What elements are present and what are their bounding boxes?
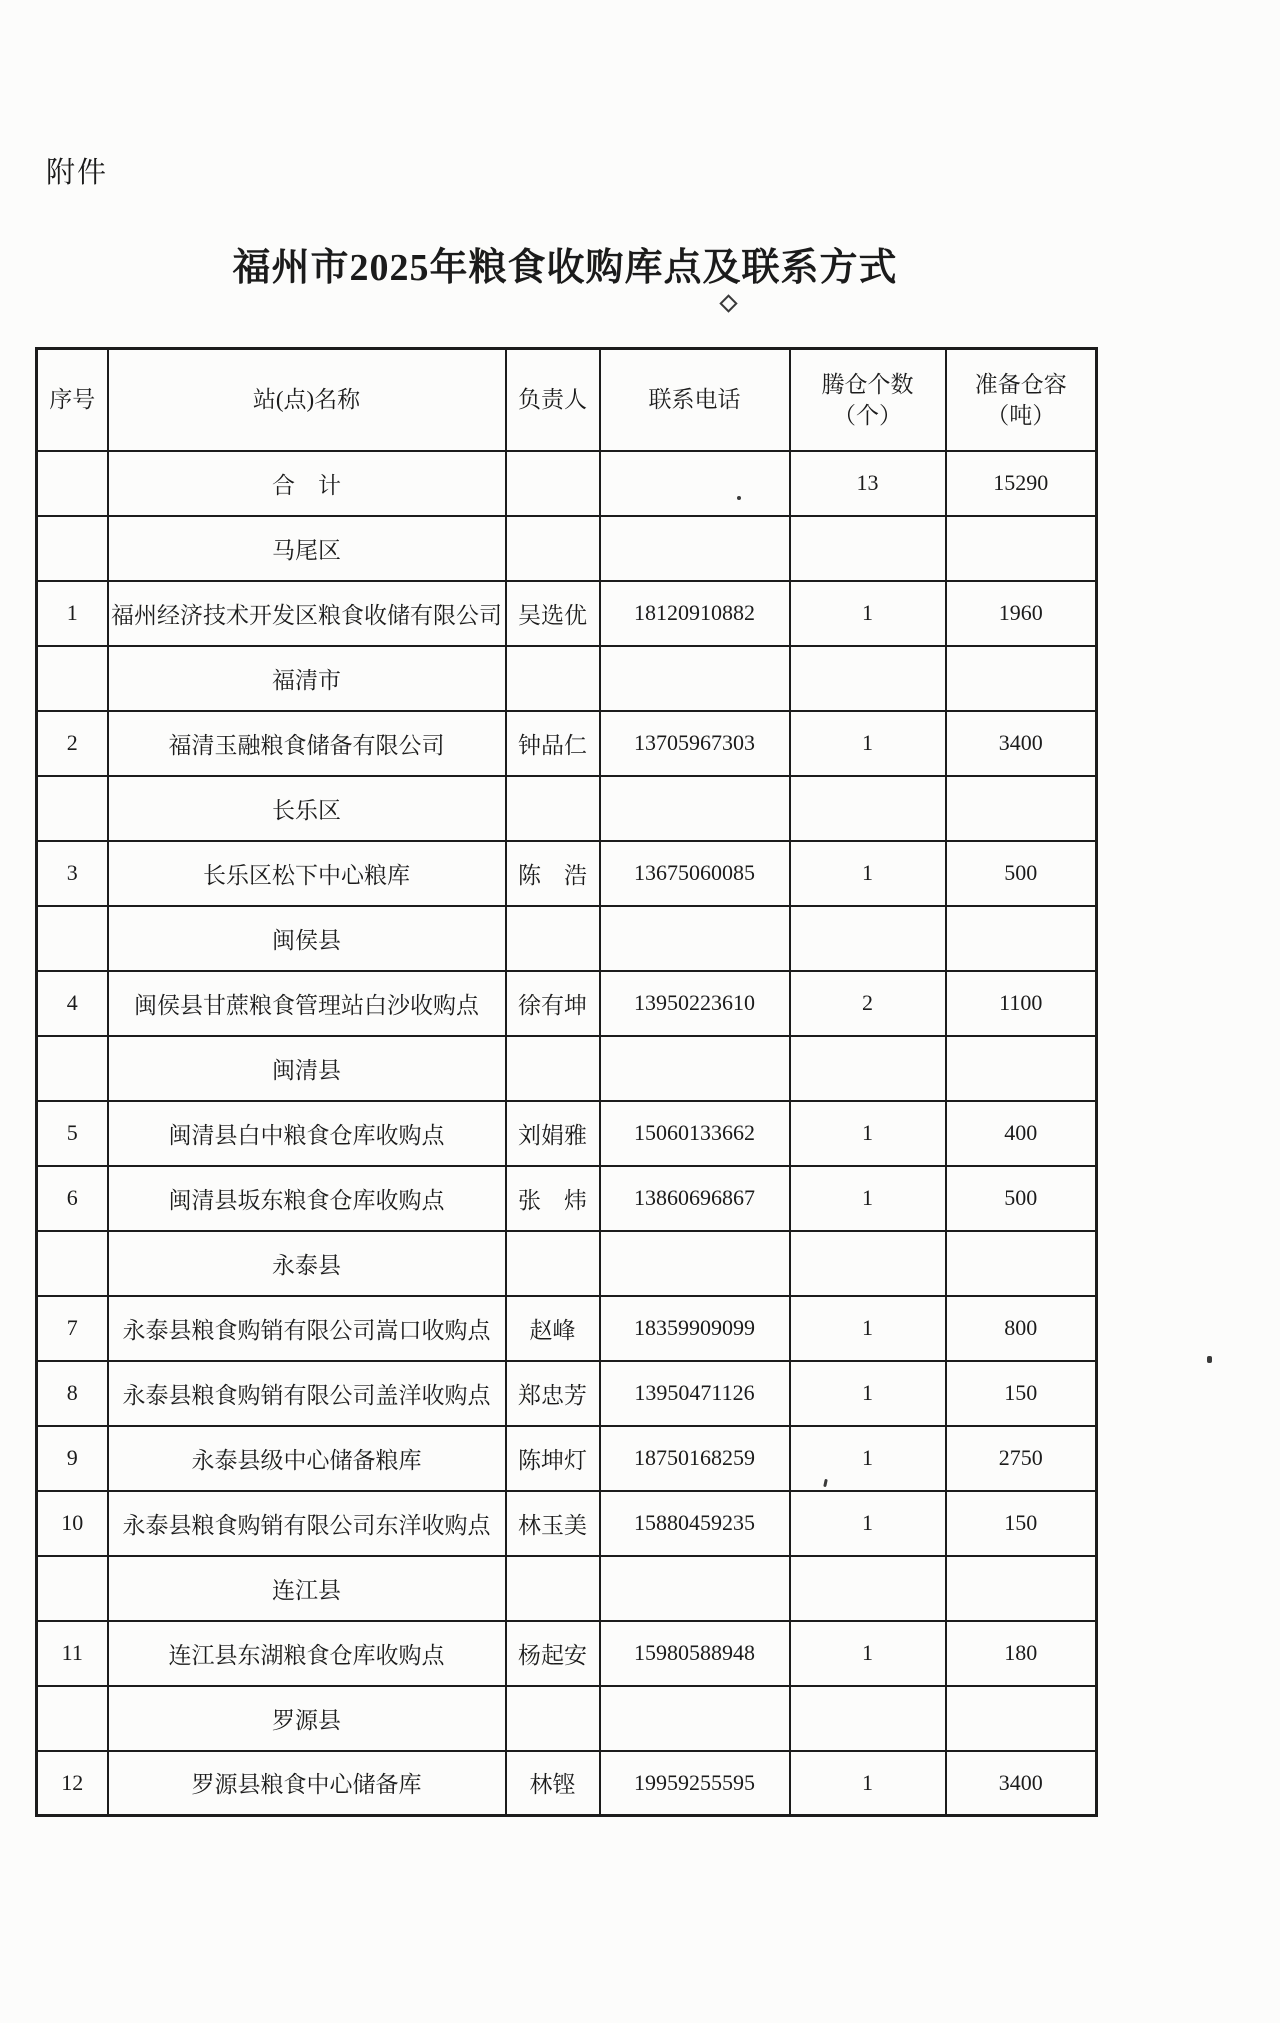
count-cell: 1 — [790, 711, 946, 776]
capacity-cell — [946, 776, 1097, 841]
table-row — [37, 1101, 1097, 1166]
row-no-cell — [37, 1686, 108, 1751]
table-row — [37, 1361, 1097, 1426]
phone-cell — [600, 516, 790, 581]
station-name-cell: 永泰县粮食购销有限公司东洋收购点 — [108, 1491, 506, 1556]
station-name-cell: 长乐区松下中心粮库 — [108, 841, 506, 906]
header-count-line1: 腾仓个数 — [821, 371, 914, 397]
person-cell: 钟品仁 — [506, 711, 600, 776]
station-name-cell: 罗源县粮食中心储备库 — [108, 1751, 506, 1816]
count-cell — [790, 776, 946, 841]
phone-cell: 13675060085 — [600, 841, 790, 906]
row-no-cell: 7 — [37, 1296, 108, 1361]
grain-depot-table — [35, 347, 1098, 1817]
row-no-cell: 12 — [37, 1751, 108, 1816]
count-cell — [790, 516, 946, 581]
group-row — [37, 646, 1097, 711]
count-cell: 13 — [790, 451, 946, 516]
total-row — [37, 451, 1097, 516]
phone-cell: 18750168259 — [600, 1426, 790, 1491]
phone-cell: 13950471126 — [600, 1361, 790, 1426]
station-name-cell: 闽清县坂东粮食仓库收购点 — [108, 1166, 506, 1231]
count-cell — [790, 1036, 946, 1101]
row-no-cell — [37, 451, 108, 516]
capacity-cell: 150 — [946, 1491, 1097, 1556]
station-name-cell: 连江县东湖粮食仓库收购点 — [108, 1621, 506, 1686]
row-no-cell: 2 — [37, 711, 108, 776]
header-person — [506, 349, 600, 451]
count-cell: 1 — [790, 1426, 946, 1491]
capacity-cell: 1100 — [946, 971, 1097, 1036]
phone-cell: 19959255595 — [600, 1751, 790, 1816]
station-name-cell: 马尾区 — [108, 516, 506, 581]
phone-cell: 18359909099 — [600, 1296, 790, 1361]
station-name-cell: 福州经济技术开发区粮食收储有限公司 — [108, 581, 506, 646]
station-name-cell: 罗源县 — [108, 1686, 506, 1751]
table-row — [37, 841, 1097, 906]
person-cell: 杨起安 — [506, 1621, 600, 1686]
station-name-cell: 闽侯县甘蔗粮食管理站白沙收购点 — [108, 971, 506, 1036]
person-cell: 陈坤灯 — [506, 1426, 600, 1491]
group-row — [37, 776, 1097, 841]
count-cell: 1 — [790, 1361, 946, 1426]
header-phone — [600, 349, 790, 451]
count-cell — [790, 646, 946, 711]
station-name-cell: 长乐区 — [108, 776, 506, 841]
count-cell: 1 — [790, 1101, 946, 1166]
phone-cell — [600, 1686, 790, 1751]
count-cell: 1 — [790, 1621, 946, 1686]
person-cell: 林铿 — [506, 1751, 600, 1816]
row-no-cell — [37, 1036, 108, 1101]
header-person-label: 负责人 — [518, 387, 587, 413]
station-name-cell: 永泰县级中心储备粮库 — [108, 1426, 506, 1491]
station-name-cell: 永泰县粮食购销有限公司嵩口收购点 — [108, 1296, 506, 1361]
count-cell: 1 — [790, 1751, 946, 1816]
person-cell — [506, 1231, 600, 1296]
station-name-cell: 闽侯县 — [108, 906, 506, 971]
person-cell: 郑忠芳 — [506, 1361, 600, 1426]
count-cell: 1 — [790, 1491, 946, 1556]
row-no-cell: 4 — [37, 971, 108, 1036]
table-row — [37, 971, 1097, 1036]
header-capacity-line2: （吨） — [986, 402, 1056, 428]
phone-cell: 15060133662 — [600, 1101, 790, 1166]
header-no — [37, 349, 108, 451]
person-cell — [506, 451, 600, 516]
header-capacity-line1: 准备仓容 — [974, 371, 1067, 397]
header-phone-label: 联系电话 — [648, 387, 741, 413]
table-row — [37, 1621, 1097, 1686]
phone-cell — [600, 646, 790, 711]
group-row — [37, 1231, 1097, 1296]
person-cell — [506, 1556, 600, 1621]
row-no-cell — [37, 516, 108, 581]
person-cell — [506, 1686, 600, 1751]
phone-cell — [600, 906, 790, 971]
table-row — [37, 1491, 1097, 1556]
capacity-cell: 150 — [946, 1361, 1097, 1426]
count-cell: 1 — [790, 581, 946, 646]
phone-cell: 13860696867 — [600, 1166, 790, 1231]
table-row — [37, 1426, 1097, 1491]
capacity-cell: 3400 — [946, 1751, 1097, 1816]
row-no-cell: 3 — [37, 841, 108, 906]
capacity-cell — [946, 1556, 1097, 1621]
capacity-cell — [946, 1686, 1097, 1751]
row-no-cell — [37, 1231, 108, 1296]
count-cell — [790, 906, 946, 971]
header-no-label: 序号 — [49, 387, 96, 413]
person-cell — [506, 646, 600, 711]
row-no-cell: 9 — [37, 1426, 108, 1491]
header-count-line2: （个） — [833, 402, 902, 428]
count-cell: 1 — [790, 841, 946, 906]
count-cell — [790, 1556, 946, 1621]
row-no-cell: 1 — [37, 581, 108, 646]
station-name-cell: 闽清县 — [108, 1036, 506, 1101]
row-no-cell — [37, 906, 108, 971]
phone-cell — [600, 451, 790, 516]
person-cell: 吴选优 — [506, 581, 600, 646]
row-no-cell: 10 — [37, 1491, 108, 1556]
header-row — [37, 349, 1097, 451]
station-name-cell: 连江县 — [108, 1556, 506, 1621]
count-cell: 1 — [790, 1296, 946, 1361]
capacity-cell: 1960 — [946, 581, 1097, 646]
capacity-cell: 800 — [946, 1296, 1097, 1361]
count-cell: 1 — [790, 1166, 946, 1231]
row-no-cell: 6 — [37, 1166, 108, 1231]
row-no-cell: 11 — [37, 1621, 108, 1686]
capacity-cell: 15290 — [946, 451, 1097, 516]
scan-artifact-diamond — [719, 294, 737, 312]
station-name-cell: 福清玉融粮食储备有限公司 — [108, 711, 506, 776]
capacity-cell — [946, 906, 1097, 971]
table-row — [37, 1166, 1097, 1231]
header-station-name-label: 站(点)名称 — [252, 387, 361, 413]
count-cell — [790, 1231, 946, 1296]
person-cell — [506, 776, 600, 841]
header-capacity — [946, 349, 1097, 451]
capacity-cell — [946, 646, 1097, 711]
table-row — [37, 581, 1097, 646]
station-name-cell: 闽清县白中粮食仓库收购点 — [108, 1101, 506, 1166]
station-name-cell: 福清市 — [108, 646, 506, 711]
phone-cell: 15980588948 — [600, 1621, 790, 1686]
capacity-cell — [946, 516, 1097, 581]
capacity-cell: 3400 — [946, 711, 1097, 776]
row-no-cell — [37, 776, 108, 841]
phone-cell: 13950223610 — [600, 971, 790, 1036]
header-count — [790, 349, 946, 451]
phone-cell: 18120910882 — [600, 581, 790, 646]
person-cell — [506, 906, 600, 971]
capacity-cell — [946, 1231, 1097, 1296]
group-row — [37, 1036, 1097, 1101]
person-cell: 林玉美 — [506, 1491, 600, 1556]
person-cell: 张 炜 — [506, 1166, 600, 1231]
scan-speck — [1207, 1356, 1212, 1363]
header-station-name — [108, 349, 506, 451]
capacity-cell: 500 — [946, 1166, 1097, 1231]
capacity-cell: 180 — [946, 1621, 1097, 1686]
row-no-cell: 8 — [37, 1361, 108, 1426]
row-no-cell — [37, 646, 108, 711]
person-cell — [506, 1036, 600, 1101]
capacity-cell — [946, 1036, 1097, 1101]
station-name-cell: 合 计 — [108, 451, 506, 516]
group-row — [37, 906, 1097, 971]
capacity-cell: 2750 — [946, 1426, 1097, 1491]
scan-speck — [737, 496, 741, 500]
table-row — [37, 1751, 1097, 1816]
phone-cell — [600, 1231, 790, 1296]
count-cell — [790, 1686, 946, 1751]
person-cell — [506, 516, 600, 581]
capacity-cell: 500 — [946, 841, 1097, 906]
group-row — [37, 516, 1097, 581]
table-row — [37, 711, 1097, 776]
phone-cell — [600, 1556, 790, 1621]
page-title: 福州市2025年粮食收购库点及联系方式 — [232, 247, 898, 289]
person-cell: 徐有坤 — [506, 971, 600, 1036]
capacity-cell: 400 — [946, 1101, 1097, 1166]
attachment-label: 附件 — [46, 157, 109, 189]
group-row — [37, 1556, 1097, 1621]
person-cell: 陈 浩 — [506, 841, 600, 906]
station-name-cell: 永泰县粮食购销有限公司盖洋收购点 — [108, 1361, 506, 1426]
phone-cell — [600, 776, 790, 841]
count-cell: 2 — [790, 971, 946, 1036]
group-row — [37, 1686, 1097, 1751]
phone-cell: 13705967303 — [600, 711, 790, 776]
phone-cell: 15880459235 — [600, 1491, 790, 1556]
station-name-cell: 永泰县 — [108, 1231, 506, 1296]
row-no-cell: 5 — [37, 1101, 108, 1166]
person-cell: 刘娟雅 — [506, 1101, 600, 1166]
person-cell: 赵峰 — [506, 1296, 600, 1361]
phone-cell — [600, 1036, 790, 1101]
table-row — [37, 1296, 1097, 1361]
row-no-cell — [37, 1556, 108, 1621]
